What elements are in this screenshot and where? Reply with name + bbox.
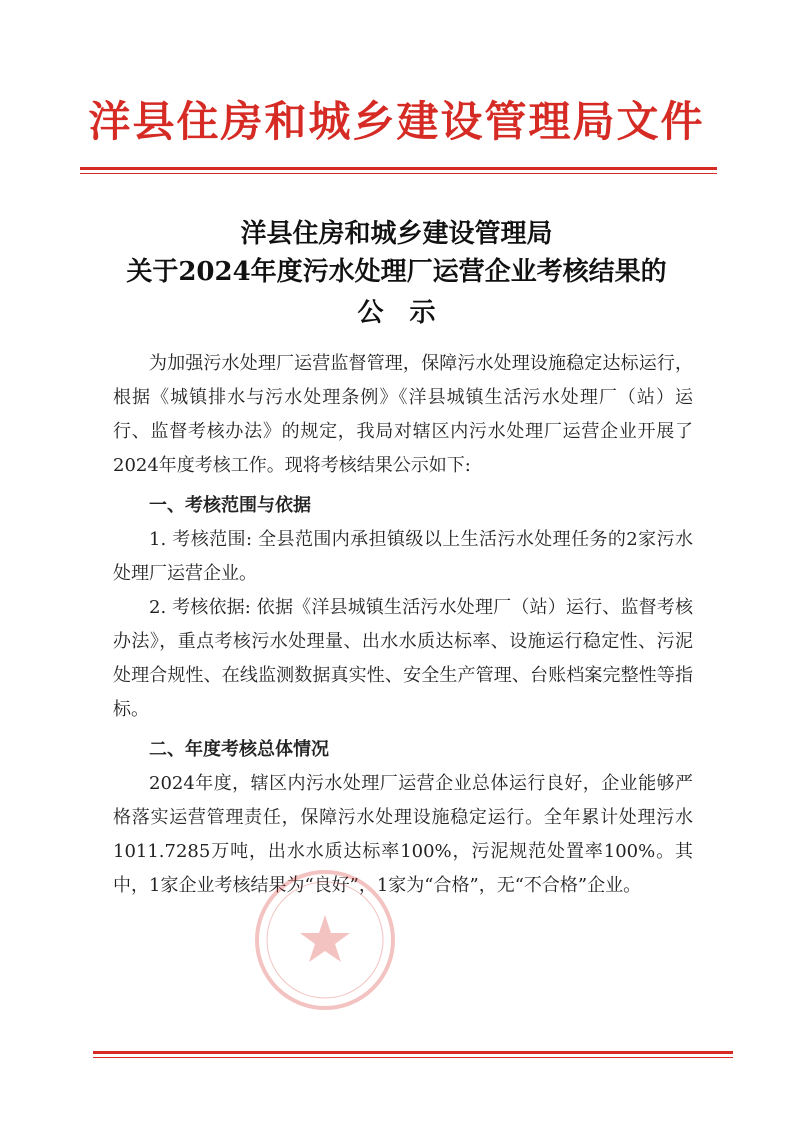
section-1-heading: 一、考核范围与依据 (149, 495, 311, 516)
title-line-3: 公示 (357, 298, 462, 328)
red-rule-top-thin (80, 173, 717, 174)
title-line-1: 洋县住房和城乡建设管理局 (240, 219, 553, 249)
title-line-2: 关于2024年度污水处理厂运营企业考核结果的 (126, 257, 667, 287)
red-rule-bottom (93, 1051, 733, 1058)
item-1-paragraph: 1. 考核范围: 全县范围内承担镇级以上生活污水处理任务的2家污水处理厂运营企业。 (113, 529, 693, 584)
masthead-title: 洋县住房和城乡建设管理局文件 (88, 97, 705, 146)
item-2-paragraph: 2. 考核依据: 依据《洋县城镇生活污水处理厂（站）运行、监督考核办法》，重点考核污水处理量、出水水质达标率、设施运行稳定性、污泥处理合规性、在线监测数据真实性、安全生产管理、台账档案完整性等指标。 (113, 597, 693, 720)
intro-paragraph: 为加强污水处理厂运营监督管理，保障污水处理设施稳定达标运行，根据《城镇排水与污水处理条例》《洋县城镇生活污水处理厂（站）运行、监督考核办法》的规定，我局对辖区内污水处理厂运营企业开展了2024年度考核工作。现将考核结果公示如下: (113, 353, 693, 476)
red-rule-bottom-thick (93, 1051, 733, 1054)
red-rule-top-thick (80, 167, 717, 170)
red-rule-top (80, 167, 717, 174)
document-body (113, 347, 693, 903)
red-rule-bottom-thin (93, 1057, 733, 1058)
summary-paragraph: 2024年度，辖区内污水处理厂运营企业总体运行良好，企业能够严格落实运营管理责任，保障污水处理设施稳定运行。全年累计处理污水1011.7285万吨，出水水质达标率100%，污泥规范处置率100%。其中，1家企业考核结果为“良好”，1家为“合格”，无“不合格”企业。 (113, 773, 693, 896)
section-2-heading: 二、年度考核总体情况 (149, 739, 329, 760)
